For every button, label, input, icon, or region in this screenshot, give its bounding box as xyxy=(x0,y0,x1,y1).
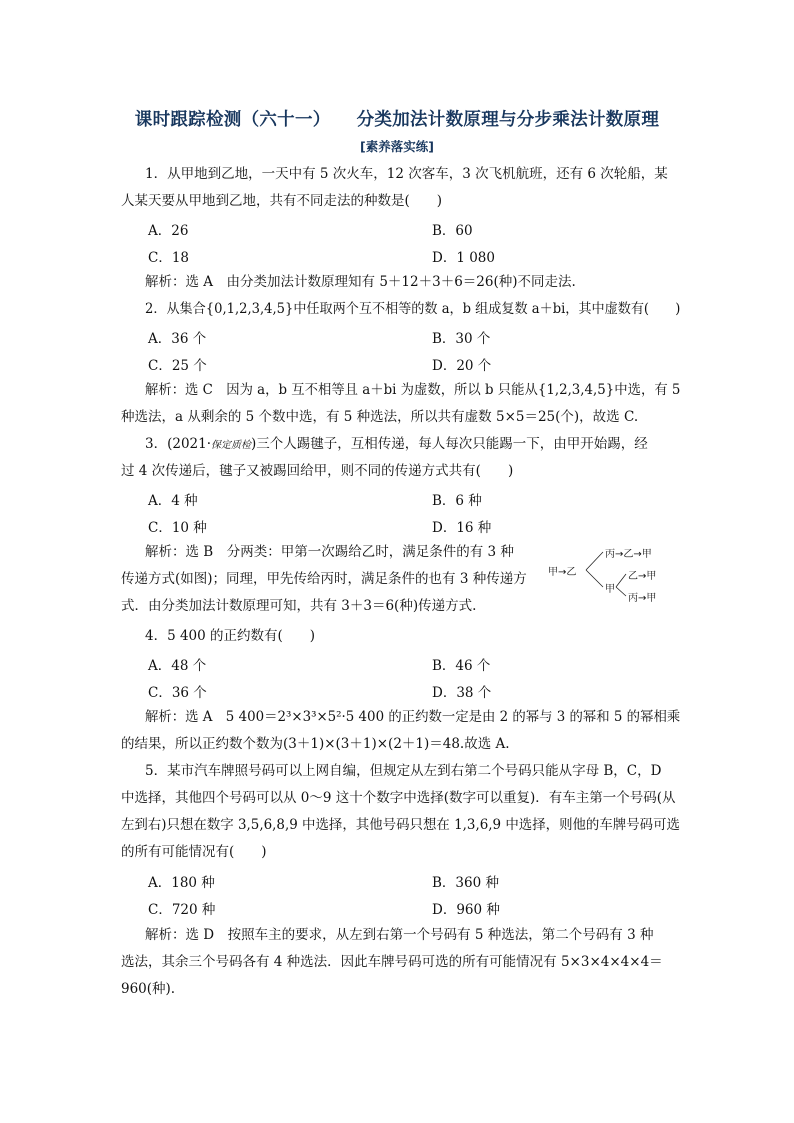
diagram-start: 甲→乙 xyxy=(548,567,577,578)
q2-analysis-line2: 种选法，a 从剩余的 5 个数中选，有 5 种选法，所以共有虚数 5×5＝25(个)，故选 C. xyxy=(121,409,639,425)
diagram-mid-branch: 乙→甲 xyxy=(628,571,657,582)
q1-analysis: 解析：选 A 由分类加法计数原理知有 5＋12＋3＋6＝26(种)不同走法. xyxy=(145,274,576,290)
q3-option-b: B．6 种 xyxy=(432,493,482,509)
section-heading: [素养落实练] xyxy=(360,139,434,154)
q5-stem-line2: 中选择，其他四个号码可以从 0～9 这十个数字中选择(数字可以重复)．有车主第一个号码(从 xyxy=(121,790,676,806)
q4-option-d: D．38 个 xyxy=(432,685,492,701)
q4-analysis-line1: 解析：选 A 5 400＝2³×3³×5²·5 400 的正约数一定是由 2 的幂与 3 的幂和 5 的幂相乘 xyxy=(145,709,681,725)
q3-stem-line2: 过 4 次传递后，毽子又被踢回给甲，则不同的传递方式共有( ) xyxy=(121,463,514,479)
q1-stem-line2: 人某天要从甲地到乙地，共有不同走法的种数是( ) xyxy=(121,193,443,209)
q2-option-a: A．36 个 xyxy=(148,331,207,347)
q4-option-a: A．48 个 xyxy=(148,658,207,674)
diagram-bottom-branch: 丙→甲 xyxy=(628,593,657,604)
q3-analysis-line2: 传递方式(如图)；同理，甲先传给丙时，满足条件的也有 3 种传递方 xyxy=(121,571,527,587)
q3-analysis-line3: 式．由分类加法计数原理可知，共有 3＋3＝6(种)传递方式. xyxy=(121,598,477,614)
pass-tree-diagram xyxy=(548,543,678,603)
q5-option-b: B．360 种 xyxy=(432,875,499,891)
q2-stem-line1: 2．从集合{0,1,2,3,4,5}中任取两个互不相等的数 a，b 组成复数 a＋bi，其中虚数有( ) xyxy=(145,301,681,317)
q5-analysis-line2: 选法，其余三个号码各有 4 种选法．因此车牌号码可选的所有可能情况有 5×3×4×4×4＝ xyxy=(121,954,663,970)
q4-option-b: B．46 个 xyxy=(432,658,491,674)
q2-option-b: B．30 个 xyxy=(432,331,491,347)
q3-source: 保定质检 xyxy=(211,440,252,451)
q5-analysis-line1: 解析：选 D 按照车主的要求，从左到右第一个号码有 5 种选法，第二个号码有 3 种 xyxy=(145,927,654,943)
q1-option-a: A．26 xyxy=(148,223,189,239)
q4-option-c: C．36 个 xyxy=(148,685,207,701)
q5-stem-line1: 5．某市汽车牌照号码可以上网自编，但规定从左到右第二个号码只能从字母 B，C，D xyxy=(145,763,662,779)
title-right: 分类加法计数原理与分步乘法计数原理 xyxy=(356,110,660,130)
q5-option-a: A．180 种 xyxy=(148,875,215,891)
page-title xyxy=(0,106,794,131)
q1-stem-line1: 1．从甲地到乙地，一天中有 5 次火车，12 次客车，3 次飞机航班，还有 6 次轮船，某 xyxy=(145,166,668,182)
q2-option-c: C．25 个 xyxy=(148,358,207,374)
q2-analysis-line1: 解析：选 C 因为 a，b 互不相等且 a＋bi 为虚数，所以 b 只能从{1,2,3,4,5}中选，有 5 xyxy=(145,382,681,398)
q5-option-c: C．720 种 xyxy=(148,902,216,918)
q5-stem-line3: 左到右)只想在数字 3,5,6,8,9 中选择，其他号码只想在 1,3,6,9 中选择，则他的车牌号码可选 xyxy=(121,817,680,833)
q3-stem-line1 xyxy=(145,435,648,455)
title-left: 课时跟踪检测（六十一） xyxy=(134,110,331,130)
q1-option-b: B．60 xyxy=(432,223,473,239)
q1-option-c: C．18 xyxy=(148,250,190,266)
q3-analysis-line1: 解析：选 B 分两类：甲第一次踢给乙时，满足条件的有 3 种 xyxy=(145,544,514,560)
q3-option-a: A．4 种 xyxy=(148,493,198,509)
q5-option-d: D．960 种 xyxy=(432,902,500,918)
q5-analysis-line3: 960(种). xyxy=(121,981,176,997)
q3-option-c: C．10 种 xyxy=(148,520,207,536)
q4-analysis-line2: 的结果，所以正约数个数为(3＋1)×(3＋1)×(2＋1)＝48.故选 A. xyxy=(121,736,510,752)
q3-option-d: D．16 种 xyxy=(432,520,492,536)
q2-option-d: D．20 个 xyxy=(432,358,492,374)
q5-stem-line4: 的所有可能情况有( ) xyxy=(121,844,267,860)
q3-stem-rest: )三个人踢毽子，互相传递，每人每次只能踢一下，由甲开始踢，经 xyxy=(251,436,648,452)
q1-option-d: D．1 080 xyxy=(432,250,495,266)
diagram-lower-node: 甲 xyxy=(605,584,615,595)
diagram-top-branch: 丙→乙→甲 xyxy=(605,549,652,560)
q4-stem-line1: 4．5 400 的正约数有( ) xyxy=(145,628,316,644)
q3-prefix: 3．(2021· xyxy=(145,436,212,452)
